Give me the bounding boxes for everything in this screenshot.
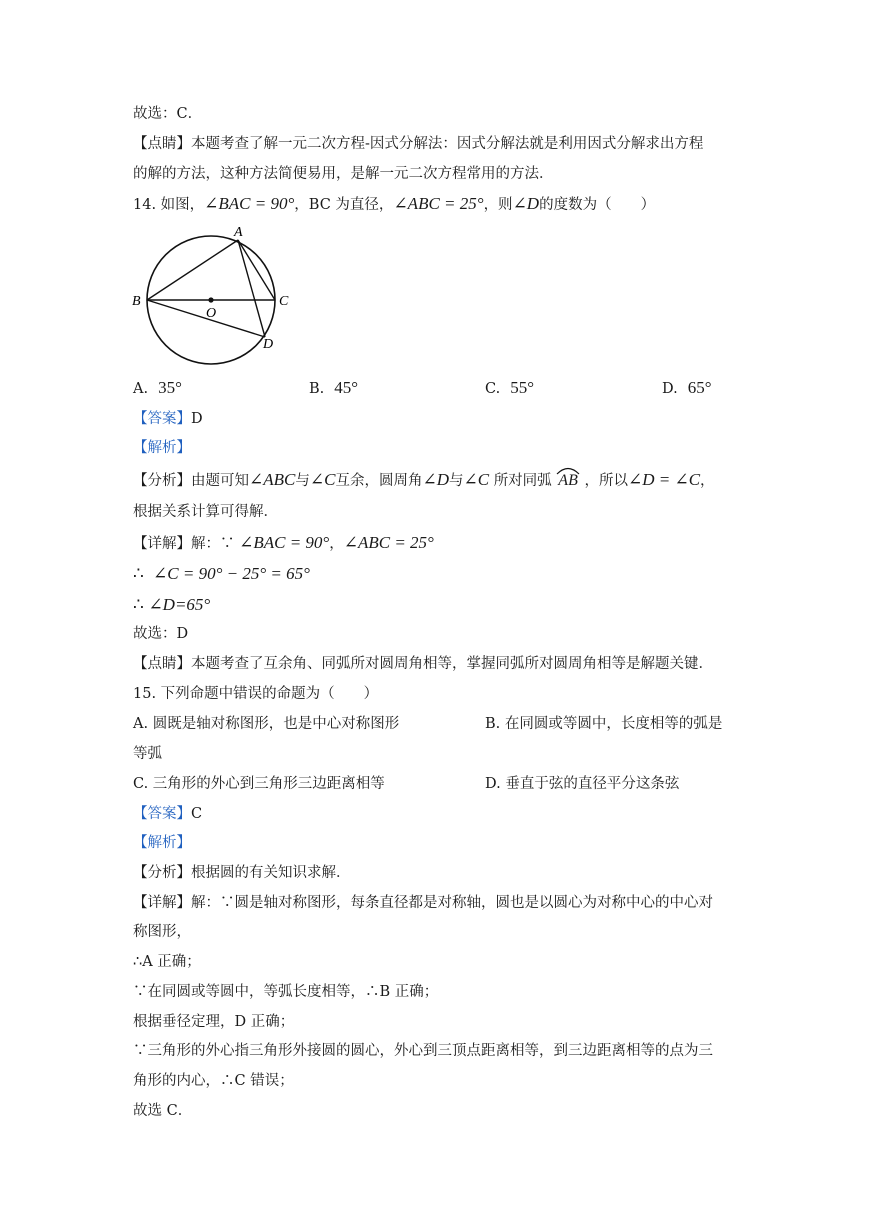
fenxi-text: ，所以 bbox=[584, 473, 628, 489]
q14-answer bbox=[133, 409, 203, 429]
option-letter: B. bbox=[309, 381, 325, 397]
detail-text: 解：∵ bbox=[191, 536, 240, 552]
answer-tag: 【答案】 bbox=[133, 411, 191, 427]
center-point bbox=[208, 297, 213, 302]
comment-tag: 【点睛】 bbox=[133, 656, 191, 672]
fenxi-tag: 【分析】 bbox=[133, 865, 191, 881]
q14-fenxi-line-1 bbox=[133, 470, 715, 491]
label-d: D bbox=[263, 337, 274, 352]
label-a: A bbox=[234, 225, 243, 240]
fenxi-text: 与 bbox=[295, 473, 310, 489]
q14-comment bbox=[133, 654, 713, 674]
label-c: C bbox=[279, 294, 289, 309]
q13-choice: 故选：C． bbox=[133, 106, 203, 122]
q14-math-abc: ∠ABC = 25° bbox=[393, 194, 484, 213]
q14-option-c bbox=[485, 378, 534, 399]
fenxi-math: ∠C bbox=[309, 470, 336, 489]
comment-text: 本题考查了解一元二次方程-因式分解法：因式分解法就是利用因式分解求出方程 bbox=[191, 136, 704, 152]
q14-analysis-tag: 【解析】 bbox=[133, 440, 191, 456]
option-value: 65° bbox=[687, 378, 712, 397]
therefore-symbol: ∴ bbox=[133, 595, 144, 614]
option-letter: C. bbox=[485, 381, 501, 397]
fenxi-math: ∠D bbox=[422, 470, 449, 489]
arc-label: AB bbox=[558, 472, 578, 489]
detail-tag: 【详解】 bbox=[133, 536, 191, 552]
q15-line-b: ∵在同圆或等圆中，等弧长度相等，∴B 正确； bbox=[133, 984, 439, 1000]
q15-answer bbox=[133, 804, 202, 824]
detail-math: ∠ABC = 25° bbox=[343, 533, 434, 552]
q14-choice: 故选：D bbox=[133, 626, 189, 642]
fenxi-text: ， bbox=[700, 473, 715, 489]
option-letter: D. bbox=[662, 381, 678, 397]
q14-stem-text: ，则 bbox=[483, 197, 513, 213]
q14-option-a bbox=[133, 378, 182, 399]
q15-choice: 故选 C． bbox=[133, 1103, 193, 1119]
q14-math-bac: ∠BAC = 90° bbox=[204, 194, 295, 213]
fenxi-text: 由题可知 bbox=[191, 473, 249, 489]
q15-line-c2: 角形的内心，∴C 错误； bbox=[133, 1073, 294, 1089]
q15-option-d: D. 垂直于弦的直径平分这条弦 bbox=[485, 776, 680, 792]
q14-circle-figure bbox=[126, 222, 296, 372]
q14-step-2 bbox=[133, 595, 210, 616]
fenxi-text: 互余，圆周角 bbox=[335, 473, 423, 489]
label-o: O bbox=[206, 306, 217, 321]
q14-stem-text: ，BC 为直径， bbox=[294, 197, 394, 213]
fenxi-tag: 【分析】 bbox=[133, 473, 191, 489]
q14-option-b bbox=[309, 378, 358, 399]
q14-stem bbox=[133, 194, 655, 215]
fenxi-math: ∠ABC bbox=[249, 470, 296, 489]
fenxi-text: 根据圆的有关知识求解． bbox=[191, 865, 351, 881]
q14-step-1 bbox=[133, 564, 310, 585]
q13-comment-line-2: 的解的方法，这种方法简便易用，是解一元二次方程常用的方法． bbox=[133, 166, 554, 182]
detail-math: ∠BAC = 90° bbox=[239, 533, 330, 552]
q15-detail-line-2: 称图形， bbox=[133, 924, 191, 940]
q15-option-c: C. 三角形的外心到三角形三边距离相等 bbox=[133, 776, 385, 792]
fenxi-text: 与 bbox=[448, 473, 464, 489]
q15-option-b-cont: 等弧 bbox=[133, 746, 162, 762]
therefore-symbol: ∴ bbox=[133, 564, 144, 583]
detail-text: 解：∵圆是轴对称图形，每条直径都是对称轴，圆也是以圆心为对称中心的中心对 bbox=[191, 895, 713, 911]
q15-line-a: ∴A 正确； bbox=[133, 954, 201, 970]
q14-option-d bbox=[662, 378, 712, 399]
arc-ab bbox=[556, 471, 580, 491]
fenxi-math: ∠D = ∠C bbox=[627, 470, 701, 489]
q15-detail-line-1 bbox=[133, 893, 713, 913]
answer-value: D bbox=[191, 411, 203, 427]
q13-comment-line-1 bbox=[133, 134, 703, 154]
step-math: ∠C = 90° − 25° = 65° bbox=[153, 564, 310, 583]
q15-option-a: A. 圆既是轴对称图形，也是中心对称图形 bbox=[133, 716, 400, 732]
answer-tag: 【答案】 bbox=[133, 806, 191, 822]
q15-analysis-tag: 【解析】 bbox=[133, 835, 191, 851]
option-value: 45° bbox=[334, 378, 359, 397]
answer-value: C bbox=[191, 806, 203, 822]
comment-text: 本题考查了互余角、同弧所对圆周角相等，掌握同弧所对圆周角相等是解题关键． bbox=[191, 656, 713, 672]
q14-number: 14. bbox=[133, 197, 157, 213]
fenxi-text: 所对同弧 bbox=[493, 473, 552, 489]
detail-tag: 【详解】 bbox=[133, 895, 191, 911]
comment-tag: 【点睛】 bbox=[133, 136, 191, 152]
option-value: 35° bbox=[158, 378, 182, 397]
q14-fenxi-line-2: 根据关系计算可得解． bbox=[133, 504, 278, 520]
q14-stem-text: 如图， bbox=[160, 197, 205, 213]
q15-stem: 15. 下列命题中错误的命题为（ ） bbox=[133, 686, 379, 702]
option-letter: A. bbox=[133, 381, 149, 397]
option-value: 55° bbox=[510, 378, 534, 397]
q15-fenxi bbox=[133, 863, 351, 883]
fenxi-math: ∠C bbox=[463, 470, 490, 489]
q14-detail bbox=[133, 533, 434, 554]
q14-stem-text: 的度数为（ ） bbox=[539, 197, 656, 213]
step-math: ∠D=65° bbox=[148, 595, 211, 614]
detail-text: ， bbox=[329, 536, 344, 552]
arc-symbol bbox=[555, 465, 581, 475]
q15-option-b: B. 在同圆或等圆中，长度相等的弧是 bbox=[485, 716, 723, 732]
q15-line-c1: ∵三角形的外心指三角形外接圆的圆心，外心到三顶点距离相等，到三边距离相等的点为三 bbox=[133, 1043, 713, 1059]
q14-math-d: ∠D bbox=[512, 194, 540, 213]
label-b: B bbox=[132, 294, 141, 309]
q15-line-d: 根据垂径定理，D 正确； bbox=[133, 1014, 295, 1030]
